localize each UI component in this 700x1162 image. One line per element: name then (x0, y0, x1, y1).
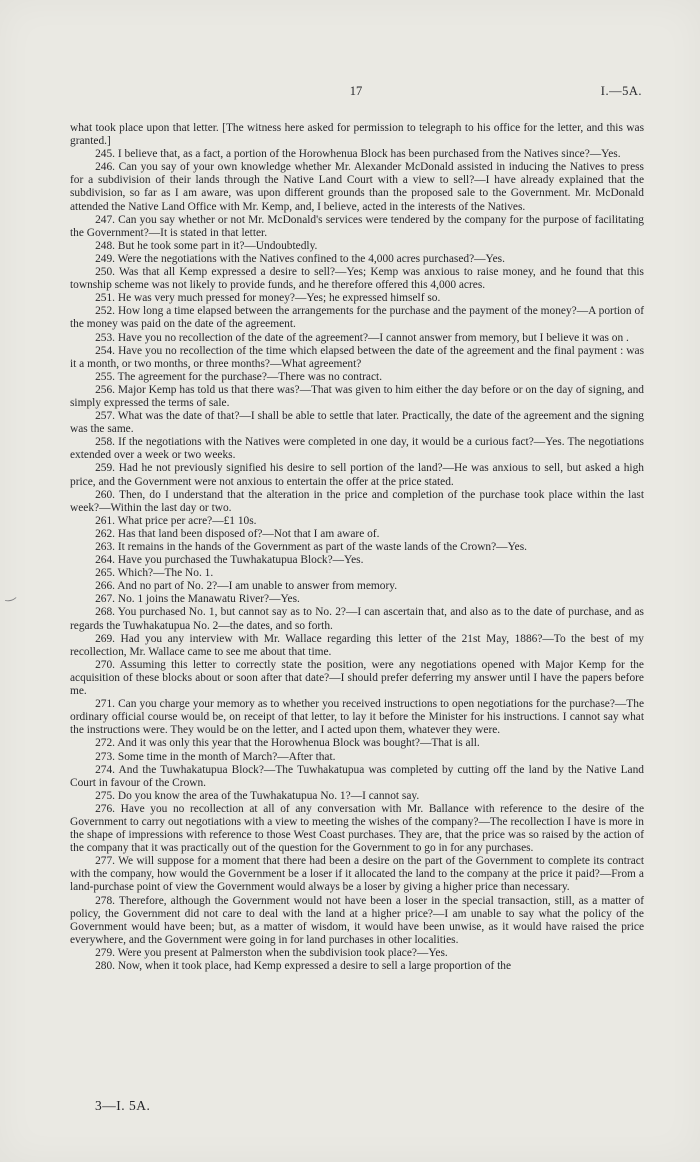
paragraph: 245. I believe that, as a fact, a portion of the Horowhenua Block has been purchased from the Natives since?—Yes. (95, 148, 621, 161)
paragraph: 250. Was that all Kemp expressed a desire to sell?—Yes; Kemp was anxious to raise money, and he found that this township scheme was not likely to provide funds, and he therefore offered this 4,000 acres. (70, 266, 644, 292)
paragraph: 254. Have you no recollection of the time which elapsed between the date of the agreement and the final payment : was it a month, or two months, or three months?—What agreement? (70, 344, 644, 370)
paragraph: 259. Had he not previously signified his desire to sell portion of the land?—He was anxious to sell, but asked a high price, and the Government were not anxious to entertain the offer at the price stated. (70, 462, 644, 488)
paragraph: 252. How long a time elapsed between the arrangements for the purchase and the payment of the money?—A portion of the money was paid on the date of the agreement. (70, 305, 644, 331)
paragraph: 273. Some time in the month of March?—After that. (95, 750, 336, 763)
paragraph: 248. But he took some part in it?—Undoubtedly. (95, 239, 318, 252)
paragraph: 269. Had you any interview with Mr. Wallace regarding this letter of the 21st May, 1886?—To the best of my recollection, Mr. Wallace came to see me about that time. (70, 632, 644, 658)
paragraph: 268. You purchased No. 1, but cannot say as to No. 2?—I can ascertain that, and also as to the date of purchase, and as regards the Tuwhakatupua No. 2—the dates, and so forth. (70, 606, 644, 632)
paragraph: 265. Which?—The No. 1. (95, 567, 214, 580)
paragraph: what took place upon that letter. [The witness here asked for permission to telegraph to his office for the letter, and this was granted.] (70, 122, 644, 148)
paragraph: 246. Can you say of your own knowledge whether Mr. Alexander McDonald assisted in inducing the Natives to press for a subdivision of their lands through the Native Land Court with a view to sell?—I have already explained that the subdivision, so far as I am aware, was upon different grounds than the proposed sale to the Government. Mr. McDonald attended the Native Land Office with Mr. Kemp, and, I believe, acted in the interests of the Natives. (70, 161, 644, 213)
issue-number: I.—5A. (600, 84, 642, 98)
paragraph: 275. Do you know the area of the Tuwhakatupua No. 1?—I cannot say. (95, 789, 420, 802)
paragraph: 263. It remains in the hands of the Government as part of the waste lands of the Crown?—Yes. (95, 541, 527, 553)
paragraph: 260. Then, do I understand that the alteration in the price and completion of the purchase took place within the last week?—Within the last day or two. (70, 488, 644, 514)
paragraph: 276. Have you no recollection at all of any conversation with Mr. Ballance with reference to the desire of the Government to carry out negotiations with a view to meeting the wishes of the company?—The recollection I have is more in the shape of impressions with reference to those West Coast purchases. They are, that the price was so raised by the action of the company that it was practically out of the question for the Government to go in for any purchases. (70, 802, 644, 855)
paragraph: 278. Therefore, although the Government would not have been a loser in the special transaction, still, as a matter of policy, the Government did not care to deal with the land at a higher price?—I am unable to say what the policy of the Government would have been; but, as a matter of wisdom, it would have been unwise, as it would have raised the price everywhere, and the Government were going in for land purchases in other localities. (70, 894, 644, 946)
paragraph: 266. And no part of No. 2?—I am unable to answer from memory. (95, 580, 398, 593)
paragraph: 251. He was very much pressed for money?—Yes; he expressed himself so. (95, 292, 441, 305)
testimony-text (70, 122, 644, 973)
running-head (70, 84, 642, 102)
paragraph: 261. What price per acre?—£1 10s. (95, 514, 257, 527)
paragraph: 264. Have you purchased the Tuwhakatupua Block?—Yes. (95, 554, 364, 567)
paragraph: 271. Can you charge your memory as to whether you received instructions to open negotiations for the purchase?—The ordinary official course would be, on receipt of that letter, to lay it before the Minister for his instructions. I cannot say what the instructions were. They would be on the letter, and I acted upon them, whatever they were. (70, 698, 644, 737)
paragraph: 253. Have you no recollection of the date of the agreement?—I cannot answer from memory, but I believe it was on . (95, 331, 629, 344)
paragraph: 274. And the Tuwhakatupua Block?—The Tuwhakatupua was completed by cutting off the land by the Native Land Court in favour of the Crown. (70, 763, 644, 789)
paragraph: 249. Were the negotiations with the Natives confined to the 4,000 acres purchased?—Yes. (95, 252, 505, 265)
paragraph: 257. What was the date of that?—I shall be able to settle that later. Practically, the date of the agreement and the signing was the same. (70, 410, 644, 436)
paragraph: 270. Assuming this letter to correctly state the position, were any negotiations opened with Major Kemp for the acquisition of these blocks about or soon after that date?—I should prefer deferring my answer until I have the papers before me. (70, 658, 644, 698)
paragraph: 279. Were you present at Palmerston when the subdivision took place?—Yes. (95, 946, 448, 959)
paragraph: 272. And it was only this year that the Horowhenua Block was bought?—That is all. (95, 737, 480, 750)
paragraph: 247. Can you say whether or not Mr. McDonald's services were tendered by the company for the purpose of facilitating the Government?—It is stated in that letter. (70, 213, 644, 239)
paragraph: 277. We will suppose for a moment that there had been a desire on the part of the Government to complete its contract with the company, how would the Government be a loser if it allocated the land to the company at the price it paid?—From a land-purchase point of view the Government would always be a loser by giving a higher price than necessary. (70, 855, 644, 894)
footer-signature: 3—I. 5A. (95, 1098, 151, 1113)
paragraph: 258. If the negotiations with the Natives were completed in one day, it would be a curious fact?—Yes. The negotiations extended over a week or two weeks. (70, 436, 644, 462)
paragraph: 280. Now, when it took place, had Kemp expressed a desire to sell a large proportion of the (95, 960, 512, 972)
paragraph: 255. The agreement for the purchase?—There was no contract. (95, 370, 383, 383)
paragraph: 262. Has that land been disposed of?—Not that I am aware of. (95, 527, 380, 540)
margin-pen-mark-icon: ‿ (2, 584, 17, 603)
paragraph: 256. Major Kemp has told us that there was?—That was given to him either the day before or on the day of signing, and simply expressed the terms of sale. (70, 383, 644, 409)
paragraph: 267. No. 1 joins the Manawatu River?—Yes. (95, 593, 300, 606)
page-number: 17 (349, 84, 363, 98)
